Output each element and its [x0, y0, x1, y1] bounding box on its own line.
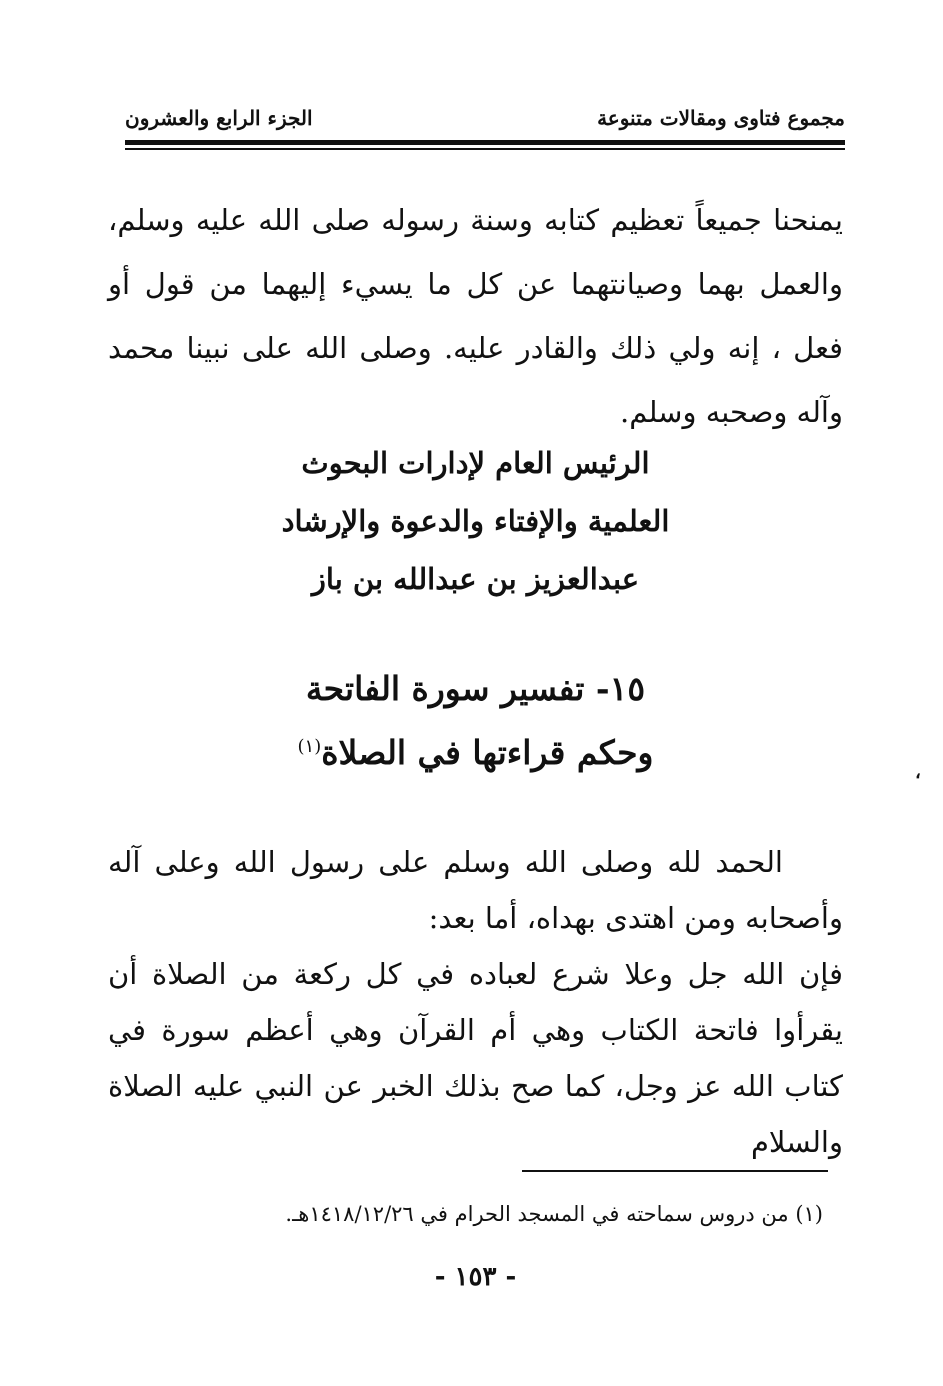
article-paragraph-1: [108, 834, 843, 946]
article-title: [108, 660, 843, 782]
page-number: - ١٥٣ -: [434, 1262, 517, 1292]
article-body: [108, 834, 843, 1170]
footnote-divider: [522, 1170, 828, 1172]
header-divider: [125, 140, 845, 152]
signature-block: [108, 434, 843, 608]
footnote: (١) من دروس سماحته في المسجد الحرام في ١٤١٨/١٢/٢٦هـ.: [285, 1202, 823, 1226]
volume-label: الجزء الرابع والعشرون: [125, 106, 313, 130]
signature-line-3: عبدالعزيز بن عبدالله بن باز: [311, 562, 640, 596]
book-title: مجموع فتاوى ومقالات متنوعة: [597, 106, 845, 130]
article-paragraph-2: فإن الله جل وعلا شرع لعباده في كل ركعة من الصلاة أن يقرأوا فاتحة الكتاب وهي أم القرآن وهي أعظم سورة في كتاب الله عز وجل، كما صح بذلك الخبر عن النبي عليه الصلاة والسلام: [108, 957, 843, 1159]
footnote-reference: (١): [297, 736, 322, 757]
article-paragraph-1-text: الحمد لله وصلى الله وسلم على رسول الله وعلى آله وأصحابه ومن اهتدى بهداه، أما بعد:: [108, 845, 843, 935]
header-divider-thin: [125, 148, 845, 150]
opening-paragraph: يمنحنا جميعاً تعظيم كتابه وسنة رسوله صلى الله عليه وسلم، والعمل بهما وصيانتهما عن كل ما يسيء إليهما من قول أو فعل ، إنه ولي ذلك والقادر عليه. وصلى الله على نبينا محمد وآله وصحبه وسلم.: [108, 203, 843, 429]
article-title-line-2: [108, 718, 843, 782]
header-divider-thick: [125, 140, 845, 145]
signature-line-2: العلمية والإفتاء والدعوة والإرشاد: [281, 504, 670, 538]
article-title-line-1: ١٥- تفسير سورة الفاتحة: [305, 669, 646, 708]
running-header: [125, 100, 845, 136]
signature-line-1: الرئيس العام لإدارات البحوث: [301, 446, 650, 480]
margin-mark: ،: [915, 762, 921, 783]
article-title-line-2-text: وحكم قراءتها في الصلاة: [321, 733, 654, 772]
